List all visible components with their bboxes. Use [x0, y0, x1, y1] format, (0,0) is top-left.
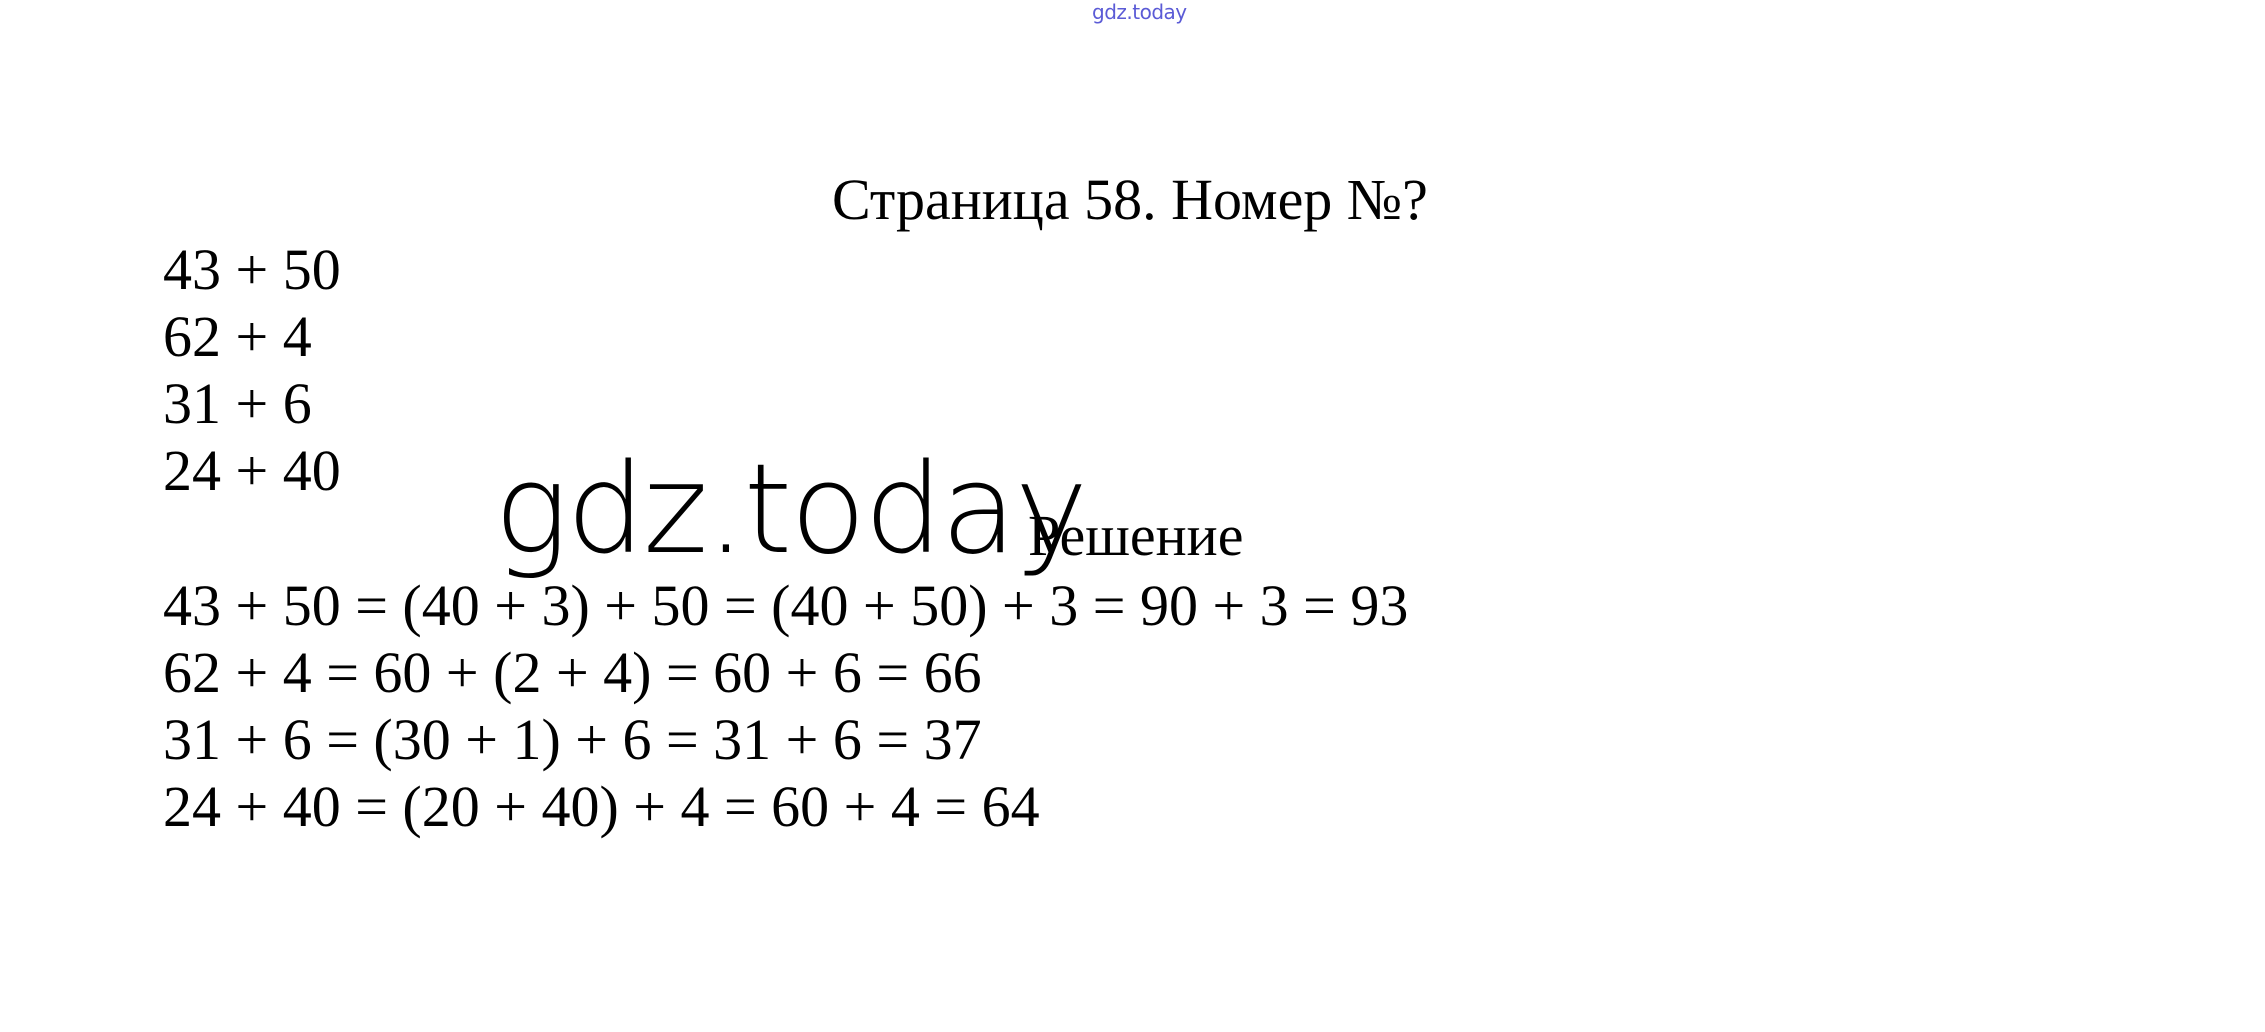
page-title: Страница 58. Номер №?	[832, 167, 1428, 232]
solution-list	[163, 572, 1408, 840]
solution-heading: Решение	[1028, 503, 1244, 568]
task-list	[163, 236, 341, 504]
watermark-logo: gdz.today	[494, 438, 1087, 582]
task-item: 24 + 40	[163, 438, 341, 503]
task-item: 31 + 6	[163, 371, 312, 436]
solution-item: 62 + 4 = 60 + (2 + 4) = 60 + 6 = 66	[163, 640, 982, 705]
top-watermark-logo: gdz.today	[1092, 0, 1187, 24]
solution-item: 31 + 6 = (30 + 1) + 6 = 31 + 6 = 37	[163, 707, 982, 772]
task-item: 62 + 4	[163, 304, 312, 369]
solution-item: 43 + 50 = (40 + 3) + 50 = (40 + 50) + 3 = 90 + 3 = 93	[163, 573, 1409, 638]
solution-item: 24 + 40 = (20 + 40) + 4 = 60 + 4 = 64	[163, 774, 1040, 839]
task-item: 43 + 50	[163, 237, 341, 302]
